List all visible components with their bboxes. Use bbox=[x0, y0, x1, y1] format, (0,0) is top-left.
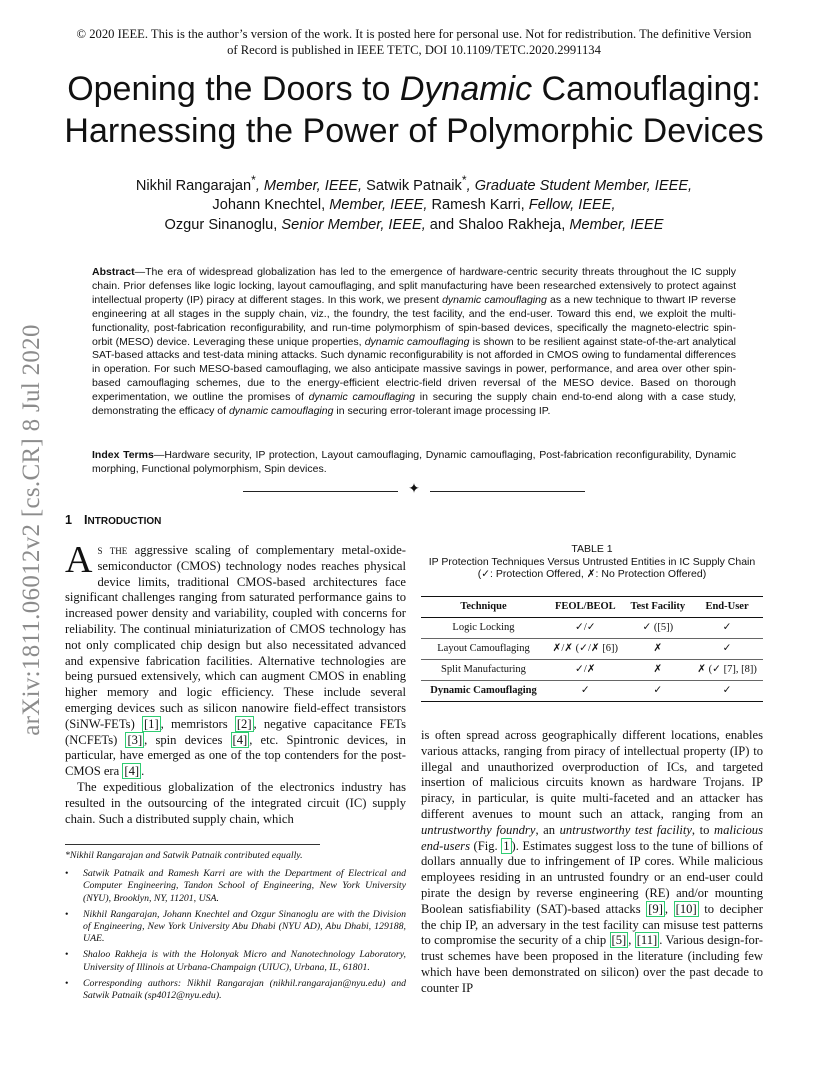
abstract-emphasis: dynamic camouflaging bbox=[228, 405, 334, 418]
test-facility-cell: ✗ bbox=[653, 643, 663, 654]
index-terms-text: —Hardware security, IP protection, Layout camouflaging, Dynamic camouflaging, Post-fabrication reconfigurability, Dynamic morphing, Functional polymorphism, Spin devices. bbox=[92, 449, 736, 475]
author-affiliation: Fellow, IEEE, bbox=[524, 197, 616, 214]
emphasis-text: untrustworthy foundry bbox=[421, 822, 536, 837]
column-header: Test Facility bbox=[630, 601, 686, 612]
abstract-text: is shown to be resilient against state-of-the-art analytical SAT-based attacks and test-data mining attacks. Such dynamic reconfigurability is not afforded in CMOS owing to fundamental differences in operation. For such MESO-based camouflaging, we also anticipate massive savings in power, performance, and area over other spin-based camouflaging schemes, due to the energy-efficient electric-field driven reversal of the MESO device. Based on thorough experimentation, we outline the promises of bbox=[92, 335, 736, 404]
technique-cell: Split Manufacturing bbox=[441, 664, 526, 675]
affiliation-item bbox=[65, 868, 406, 905]
abstract-emphasis: dynamic camouflaging bbox=[364, 335, 470, 348]
abstract-text: —The era of widespread globalization has led to the emergence of hardware-centric security threats throughout the IC supply chain. Prior defenses like logic locking, layout camouflaging, and split manufacturing have been researched extensively to protect against intellectual property (IP) piracy at different stages. In this work, we present bbox=[92, 266, 736, 306]
arxiv-identifier: arXiv:1811.06012v2 [cs.CR] 8 Jul 2020 bbox=[18, 324, 45, 736]
body-text: , memristors bbox=[160, 716, 235, 731]
abstract-label: Abstract bbox=[92, 266, 135, 278]
figure-link[interactable]: 1 bbox=[503, 838, 510, 853]
feol-beol-cell: ✗/✗ (✓/✗ [6]) bbox=[552, 643, 619, 654]
author-affiliation: , Graduate Student Member, IEEE, bbox=[466, 177, 693, 194]
body-text: aggressive scaling of complementary metal-oxide-semiconductor (CMOS) technology nodes reaches physical device limits, traditional CMOS-based architectures face significant challenges ranging from saturated performance gains to increased power density and variability, coupled with concerns for reliability. The continual miniaturization of CMOS technology has not only complicated chip design but also necessitated advanced and expensive fabrication facilities. Alternative technologies are being pursued extensively, which can augment CMOS in enabling higher memory and logic efficiency. These include several emerging devices such as silicon nanowire field-effect transistors (SiNW-FETs) bbox=[65, 543, 406, 731]
abstract-emphasis: dynamic camouflaging bbox=[442, 293, 547, 306]
body-text: . bbox=[141, 764, 145, 779]
affiliation-text: Satwik Patnaik and Ramesh Karri are with the Department of Electrical and Computer Engineering, Tandon School of Engineering, New York University (NYU), Brooklyn, NY, 11201, USA. bbox=[83, 868, 406, 904]
column-header: FEOL/BEOL bbox=[554, 601, 616, 612]
citation-link[interactable]: [11] bbox=[636, 933, 658, 948]
footnotes bbox=[65, 850, 406, 1006]
table-caption-legend: (✓: Protection Offered, ✗: No Protection Offered) bbox=[477, 568, 707, 581]
citation-link[interactable]: [2] bbox=[236, 716, 252, 731]
author-name: and Shaloo Rakheja, bbox=[425, 217, 566, 234]
section-title-initial: I bbox=[84, 513, 88, 527]
section-number: 1 bbox=[65, 513, 73, 527]
body-text: to decipher the chip IP, an adversary in the test facility can misuse test patterns to compromise the security of a chip bbox=[421, 901, 763, 948]
body-text: , bbox=[664, 901, 674, 916]
author-affiliation: Member, IEEE bbox=[565, 217, 664, 234]
section-title-rest: NTRODUCTION bbox=[87, 516, 162, 527]
table-row bbox=[421, 639, 763, 660]
test-facility-cell: ✓ ([5]) bbox=[642, 622, 674, 633]
affiliation-item bbox=[65, 909, 406, 946]
table-row bbox=[421, 681, 763, 702]
footnote-rule bbox=[65, 844, 320, 845]
title-line1-start: Opening the Doors to bbox=[67, 70, 400, 108]
table-row bbox=[421, 618, 763, 639]
abstract-text: as a new technique to thwart IP reverse engineering at all stages in the supply chain, viz., the foundry, the test facility, and the end-user. Toward this end, we exploit the multi-functionality, post-fabrication reconfigurability, and run-time polymorphism of spin-based devices, specifically the magneto-electric spin-orbit (MESO) device. Leveraging these unique properties, bbox=[92, 293, 736, 348]
emphasis-text: untrustworthy test facility bbox=[559, 822, 692, 837]
author-list bbox=[80, 171, 748, 236]
author-affiliation: Senior Member, IEEE, bbox=[277, 217, 426, 234]
equal-contrib-mark: * bbox=[251, 173, 256, 187]
index-terms-label: Index Terms bbox=[92, 449, 154, 461]
affiliation-text: Shaloo Rakheja is with the Holonyak Micro and Nanotechnology Laboratory, University of Illinois at Urbana-Champaign (UIUC), Urbana, IL, 61801. bbox=[83, 949, 406, 973]
feol-beol-cell: ✓/✓ bbox=[575, 622, 596, 633]
section-separator bbox=[243, 484, 585, 498]
bullet-icon: • bbox=[65, 977, 69, 989]
abstract-text: in securing error-tolerant image processing IP. bbox=[333, 405, 551, 418]
citation-link[interactable]: [1] bbox=[143, 716, 159, 731]
column-header: Technique bbox=[460, 601, 507, 612]
index-terms bbox=[92, 449, 736, 477]
paper-title bbox=[40, 68, 788, 152]
affiliation-item bbox=[65, 949, 406, 973]
abstract-emphasis: dynamic camouflaging bbox=[308, 391, 416, 404]
column-header: End-User bbox=[705, 601, 749, 612]
author-name: Satwik Patnaik bbox=[362, 177, 462, 194]
citation-link[interactable]: [9] bbox=[648, 901, 663, 916]
body-text: is often spread across geographically different locations, enables various attacks, ranging from piracy of intellectual property (IP) to illegal and unauthorized overproduction of ICs, and targeted insertion of malicious circuits known as hardware Trojans. IP piracy, in particular, is quite multi-faceted and an attacker has different avenues to mount such an attack, ranging from an bbox=[421, 728, 763, 821]
test-facility-cell: ✗ bbox=[653, 664, 663, 675]
intro-paragraph bbox=[65, 539, 406, 780]
author-name: Johann Knechtel, bbox=[212, 197, 326, 214]
title-line1-end: Camouflaging: bbox=[532, 70, 761, 108]
affiliation-list bbox=[65, 868, 406, 1002]
equal-contrib-mark: * bbox=[461, 173, 467, 187]
equal-contribution-note: *Nikhil Rangarajan and Satwik Patnaik contributed equally. bbox=[65, 850, 303, 861]
table-header-row bbox=[421, 597, 763, 618]
drop-cap: A bbox=[65, 539, 93, 581]
author-name: Ozgur Sinanoglu, bbox=[164, 217, 278, 234]
author-name: Ramesh Karri, bbox=[427, 197, 525, 214]
body-text: , an bbox=[535, 822, 560, 837]
technique-cell: Layout Camouflaging bbox=[437, 643, 530, 654]
body-text: , to bbox=[691, 822, 715, 837]
body-text: , bbox=[628, 933, 635, 948]
end-user-cell: ✓ bbox=[722, 622, 732, 633]
affiliation-item bbox=[65, 978, 406, 1002]
body-text: . Various design-for-trust schemes have been proposed in the literature (including few which have been demonstrated on silicon) over the past decade to counter IP bbox=[421, 933, 763, 995]
test-facility-cell: ✓ bbox=[653, 685, 663, 696]
title-line1-emphasis: Dynamic bbox=[399, 70, 533, 108]
body-text: ). Estimates suggest loss to the tune of billions of dollars annually due to infringement of IP cores. While malicious employees residing in an untrusted foundry or an end-user could pirate the design by reverse engineering (RE) and/or mounting Boolean satisfiability (SAT)-based attacks bbox=[421, 838, 763, 916]
protection-table bbox=[421, 596, 763, 702]
bullet-icon: • bbox=[65, 949, 69, 961]
bullet-icon: • bbox=[65, 868, 69, 880]
affiliation-text: Nikhil Rangarajan, Johann Knechtel and Ozgur Sinanoglu are with the Division of Engineering, New York University Abu Dhabi (NYU AD), Abu Dhabi, 129188, UAE. bbox=[83, 908, 406, 945]
citation-link[interactable]: [5] bbox=[611, 933, 627, 948]
citation-link[interactable]: [4] bbox=[124, 764, 140, 779]
abstract bbox=[92, 266, 736, 419]
copyright-notice: © 2020 IEEE. This is the author’s version of the work. It is posted here for personal use. Not for redistribution. The definitive Version of Record is published in IEEE TETC, DOI 10.1109/TETC.2020.2991134 bbox=[76, 27, 752, 57]
feol-beol-cell: ✓/✗ bbox=[575, 664, 596, 675]
end-user-cell: ✗ (✓ [7], [8]) bbox=[697, 664, 757, 675]
end-user-cell: ✓ bbox=[722, 685, 732, 696]
arxiv-stamp bbox=[8, 300, 56, 760]
body-text: , spin devices bbox=[144, 732, 231, 747]
table-row bbox=[421, 660, 763, 681]
citation-link[interactable]: [3] bbox=[127, 732, 143, 747]
emphasis-text: malicious end-users bbox=[421, 822, 764, 853]
body-text: , etc. Spintronic devices, in particular, have emerged as one of the top contenders for the post-CMOS era bbox=[65, 732, 406, 779]
table-caption-title: IP Protection Techniques Versus Untrusted Entities in IC Supply Chain bbox=[428, 555, 756, 568]
author-affiliation: Member, IEEE, bbox=[325, 197, 428, 214]
feol-beol-cell: ✓ bbox=[580, 685, 590, 696]
author-affiliation: , Member, IEEE, bbox=[255, 177, 363, 194]
body-text: , negative capacitance FETs (NCFETs) bbox=[65, 716, 406, 747]
title-line2: Harnessing the Power of Polymorphic Devices bbox=[64, 112, 764, 150]
end-user-cell: ✓ bbox=[722, 643, 732, 654]
section-heading bbox=[65, 513, 161, 527]
abstract-text: in securing the supply chain end-to-end along with a case study, demonstrating the efficacy of bbox=[92, 391, 736, 418]
author-name: Nikhil Rangarajan bbox=[135, 177, 252, 194]
technique-cell: Logic Locking bbox=[452, 622, 515, 633]
citation-link[interactable]: [10] bbox=[675, 901, 697, 916]
table-label: TABLE 1 bbox=[571, 543, 613, 555]
separator-star-icon: ✦ bbox=[408, 482, 420, 497]
citation-link[interactable]: [4] bbox=[232, 732, 248, 747]
bullet-icon: • bbox=[65, 908, 69, 920]
body-paragraph bbox=[421, 728, 763, 997]
technique-cell: Dynamic Camouflaging bbox=[430, 685, 537, 696]
body-column-right bbox=[421, 728, 763, 997]
body-paragraph: The expeditious globalization of the electronics industry has resulted in the outsourcing of the integrated circuit (IC) supply chain. Such a distributed supply chain, which bbox=[65, 779, 406, 826]
table-caption bbox=[421, 543, 763, 581]
separator-line-right bbox=[430, 491, 585, 492]
separator-line-left bbox=[243, 491, 398, 492]
intro-first-word: s the bbox=[97, 543, 128, 557]
body-text: (Fig. bbox=[469, 838, 502, 853]
affiliation-text: Corresponding authors: Nikhil Rangarajan (nikhil.rangarajan@nyu.edu) and Satwik Patnaik (sp4012@nyu.edu). bbox=[83, 977, 406, 1002]
body-column-left bbox=[65, 539, 406, 827]
